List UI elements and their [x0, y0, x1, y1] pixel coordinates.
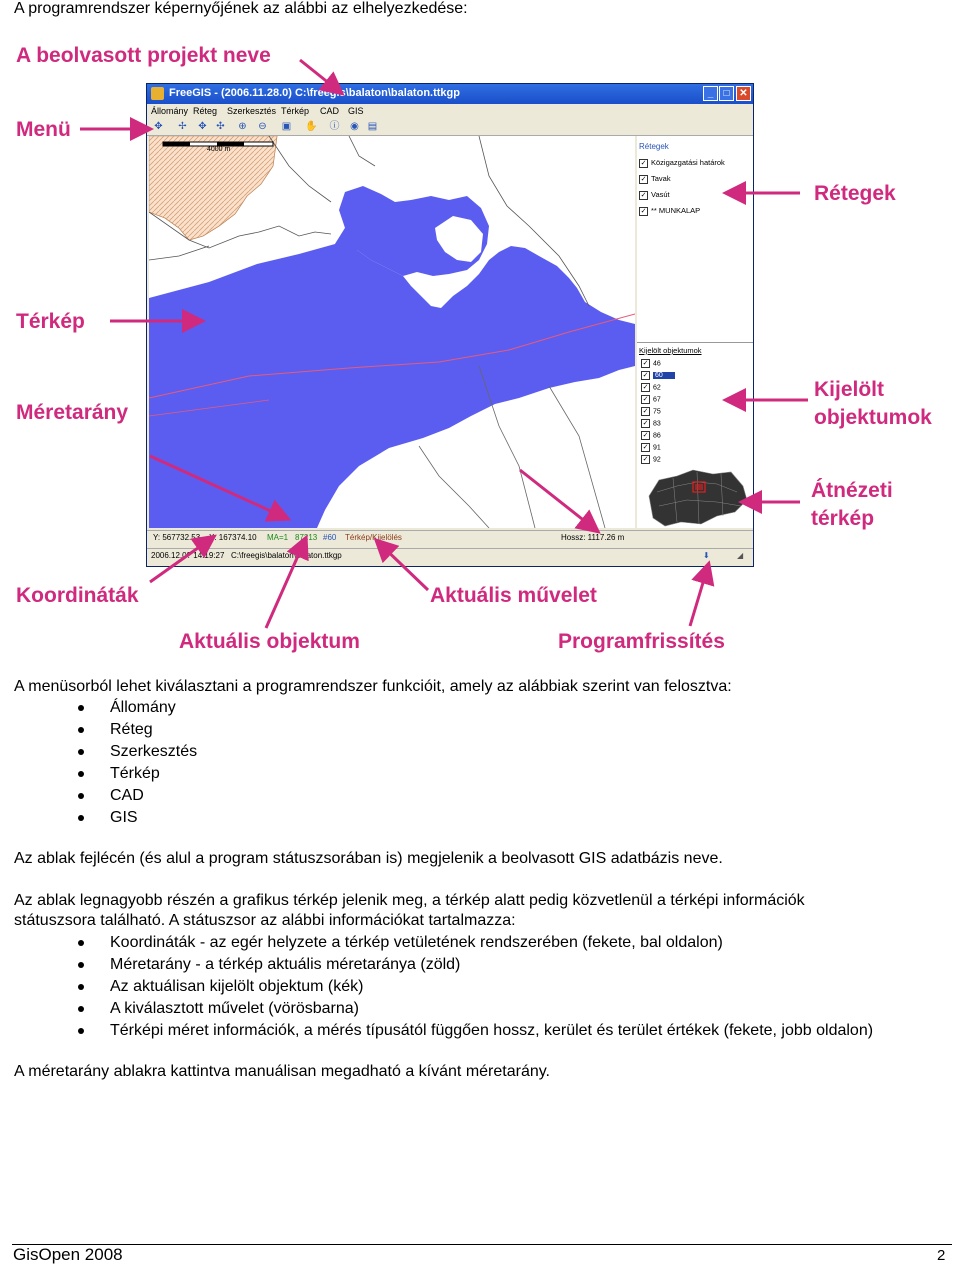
- callout-menu: Menü: [16, 118, 71, 141]
- zoom-in-icon[interactable]: ⊕: [238, 121, 247, 132]
- status-time: 2006.12.0? 14:19:27: [151, 551, 225, 560]
- minimize-icon[interactable]: _: [703, 86, 718, 101]
- intro-text: A programrendszer képernyőjének az alábbi az elhelyezkedése:: [14, 0, 468, 17]
- menu-intro: A menüsorból lehet kiválasztani a programrendszer funkcióit, amely az alábbiak szerint van felosztva:: [14, 678, 732, 695]
- list-item[interactable]: ✓ 92: [642, 456, 661, 464]
- info-icon[interactable]: ⓘ: [329, 121, 340, 132]
- menu-list: [0, 697, 197, 829]
- move-node-icon[interactable]: ✣: [216, 121, 225, 132]
- arrow-current-operation: [378, 542, 428, 590]
- paragraph-window-title: Az ablak fejlécén (és alul a program státuszsorában is) megjelenik a beolvasott GIS adatbázis neve.: [14, 850, 723, 867]
- callout-program-update: Programfrissítés: [558, 630, 725, 653]
- move-all-icon[interactable]: ✥: [198, 121, 207, 132]
- status-operation: Térkép/Kijelölés: [345, 533, 402, 542]
- callout-project-name: A beolvasott projekt neve: [16, 44, 271, 67]
- list-item: GIS: [0, 807, 197, 829]
- status-length: Hossz: 1117.26 m: [561, 533, 625, 542]
- paragraph-map-line2: státuszsora található. A státuszsor az alábbi információkat tartalmazza:: [14, 912, 516, 929]
- status-scale-value[interactable]: 87213: [295, 533, 318, 542]
- list-item: Térkép: [0, 763, 197, 785]
- list-item[interactable]: ✓ 67: [642, 396, 661, 404]
- callout-current-operation: Aktuális művelet: [430, 584, 597, 607]
- menu-gis[interactable]: GIS: [348, 106, 364, 116]
- list-item[interactable]: ✓ 60: [641, 371, 675, 380]
- callout-overview-line2: térkép: [811, 507, 875, 530]
- arrow-project-name: [300, 60, 340, 92]
- callout-coordinates: Koordináták: [16, 584, 139, 607]
- callout-scale: Méretarány: [16, 401, 129, 424]
- callout-selected-objects-line1: Kijelölt: [814, 378, 885, 401]
- window-title: FreeGIS - (2006.11.28.0) C:\freegis\balaton\balaton.ttkgp: [169, 87, 460, 99]
- menu-reteg[interactable]: Réteg: [193, 106, 218, 116]
- footer-title: GisOpen 2008: [13, 1245, 123, 1264]
- list-item: Méretarány - a térkép aktuális méretaránya (zöld): [0, 954, 873, 976]
- list-item[interactable]: ✓ 86: [642, 432, 661, 440]
- arrow-measure: [520, 470, 596, 530]
- callout-current-object: Aktuális objektum: [179, 630, 360, 653]
- status-path: C:\freegis\balaton\balaton.ttkgp: [231, 551, 342, 560]
- layer-item[interactable]: ✓ Tavak: [640, 174, 671, 183]
- list-item: Koordináták - az egér helyzete a térkép vetületének rendszerében (fekete, bal oldalon): [0, 932, 873, 954]
- print-icon[interactable]: ▤: [367, 121, 378, 132]
- paragraph-scale: A méretarány ablakra kattintva manuálisan megadható a kívánt méretarány.: [14, 1063, 550, 1080]
- layers-header: Rétegek: [639, 142, 669, 151]
- layer-item[interactable]: ✓ ** MUNKALAP: [640, 206, 701, 215]
- hand-icon[interactable]: ✋: [305, 121, 318, 132]
- menu-terkep[interactable]: Térkép: [281, 106, 310, 116]
- list-item[interactable]: ✓ 75: [642, 408, 661, 416]
- zoom-out-icon[interactable]: ⊖: [258, 121, 267, 132]
- callout-layers: Rétegek: [814, 182, 896, 205]
- scale-bar-label: 4000 m: [207, 146, 231, 153]
- status-scale: MA=1: [267, 533, 289, 542]
- status-info-list: [0, 932, 873, 1042]
- layer-item[interactable]: ✓ Közigazgatási határok: [640, 158, 725, 167]
- list-item[interactable]: ✓ 91: [642, 444, 661, 452]
- status-y: Y: 567732.53: [153, 533, 201, 542]
- checkbox-icon[interactable]: ✓: [640, 191, 647, 199]
- arrow-current-object: [266, 540, 305, 628]
- pan-icon[interactable]: ✥: [154, 121, 163, 132]
- callout-selected-objects-line2: objektumok: [814, 406, 932, 429]
- list-item: Réteg: [0, 719, 197, 741]
- page-number: 2: [937, 1247, 946, 1264]
- checkbox-icon[interactable]: ✓: [640, 207, 647, 215]
- list-item[interactable]: ✓ 83: [642, 420, 661, 428]
- list-item[interactable]: ✓ 62: [642, 384, 661, 392]
- list-item: Térképi méret információk, a mérés típusától függően hossz, kerület és terület értékek (fekete, jobb oldalon): [0, 1020, 873, 1042]
- status-x: X: 167374.10: [209, 533, 257, 542]
- paragraph-map-line1: Az ablak legnagyobb részén a grafikus térkép jelenik meg, a térkép alatt pedig közvetlenül a térképi információk: [14, 892, 805, 909]
- resize-grip-icon[interactable]: ◢: [737, 551, 744, 560]
- arrow-program-update: [690, 566, 708, 626]
- database-icon[interactable]: ◉: [350, 121, 359, 132]
- menu-allomany[interactable]: Állomány: [151, 106, 189, 116]
- arrow-coordinates: [150, 538, 212, 582]
- maximize-icon[interactable]: □: [719, 86, 734, 101]
- list-item: Szerkesztés: [0, 741, 197, 763]
- checkbox-icon[interactable]: ✓: [640, 175, 647, 183]
- selected-objects-header: Kijelölt objektumok: [639, 346, 702, 355]
- list-item: CAD: [0, 785, 197, 807]
- arrow-scale: [150, 456, 286, 518]
- list-item: Állomány: [0, 697, 197, 719]
- update-icon[interactable]: ⬇: [703, 551, 710, 560]
- callout-overview-line1: Átnézeti: [811, 479, 893, 502]
- list-item[interactable]: ✓ 46: [642, 360, 661, 368]
- move-icon[interactable]: ✢: [178, 121, 187, 132]
- zoom-window-icon[interactable]: ▣: [281, 121, 292, 132]
- checkbox-icon[interactable]: ✓: [640, 159, 647, 167]
- status-object: #60: [323, 533, 337, 542]
- menu-cad[interactable]: CAD: [320, 106, 340, 116]
- list-item: Az aktuálisan kijelölt objektum (kék): [0, 976, 873, 998]
- list-item: A kiválasztott művelet (vörösbarna): [0, 998, 873, 1020]
- close-icon[interactable]: ✕: [736, 86, 751, 101]
- layer-item[interactable]: ✓ Vasút: [640, 190, 670, 199]
- footer-divider: [12, 1244, 952, 1245]
- callout-map: Térkép: [16, 310, 85, 333]
- menu-szerkesztes[interactable]: Szerkesztés: [227, 106, 277, 116]
